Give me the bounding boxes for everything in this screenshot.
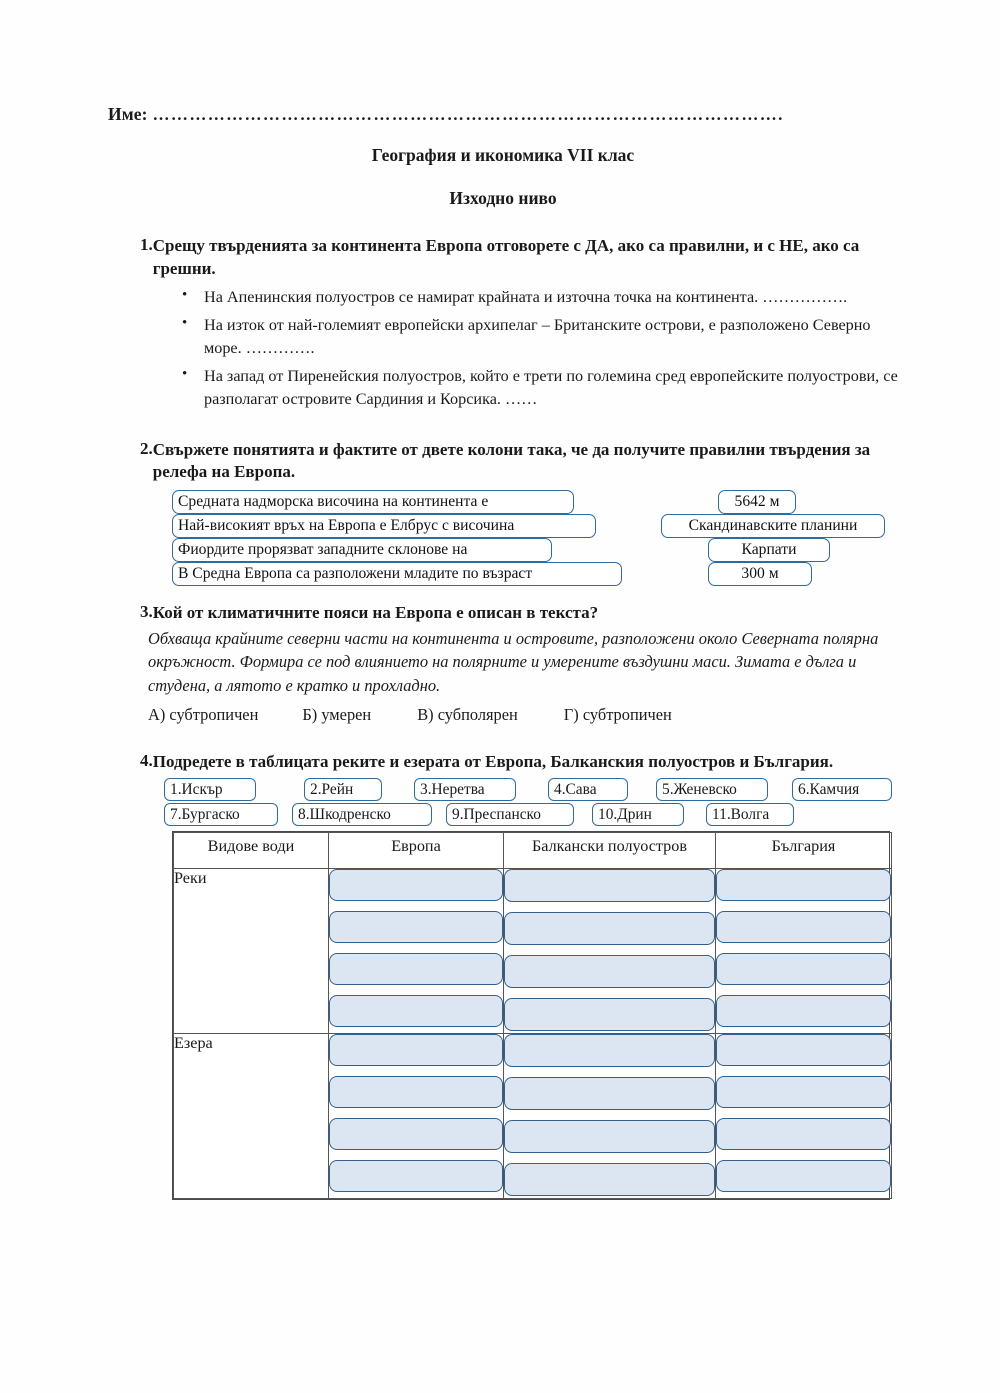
answer-box[interactable]	[329, 869, 503, 901]
name-field-line	[108, 104, 898, 125]
question-3-heading	[108, 602, 898, 625]
answer-box[interactable]	[504, 955, 715, 988]
table-row	[174, 869, 892, 1034]
answer-box[interactable]	[716, 953, 891, 985]
question-2-prompt: Свържете понятията и фактите от двете колони така, че да получите правилни твърдения за релефа на Европа.	[152, 439, 871, 482]
question-4-prompt: Подредете в таблицата реките и езерата от Европа, Балканския полуостров и България.	[152, 751, 834, 771]
lakes-europe-answers	[329, 1034, 504, 1199]
answer-box[interactable]	[329, 911, 503, 943]
answer-box[interactable]	[329, 1118, 503, 1150]
column-header-type: Видове води	[174, 833, 329, 869]
question-1-prompt: Срещу твърденията за континента Европа отговорете с ДА, ако са правилни, и с НЕ, ако са грешни.	[152, 236, 860, 278]
water-types-table-wrapper	[172, 831, 890, 1200]
item-chip-7[interactable]: 7.Бургаско	[164, 803, 278, 826]
document-title: География и икономика VII клас	[371, 145, 635, 165]
option-a[interactable]: А) субтропичен	[148, 704, 259, 724]
answer-box[interactable]	[716, 995, 891, 1027]
item-chip-3[interactable]: 3.Неретва	[414, 778, 516, 801]
row-label-lakes: Езера	[174, 1034, 329, 1199]
question-2-number: 2.	[140, 438, 153, 458]
answer-box[interactable]	[716, 869, 891, 901]
match-left-chip-1[interactable]: Средната надморска височина на континента е	[172, 490, 574, 514]
table-header-row	[174, 833, 892, 869]
rivers-bulgaria-answers	[716, 869, 892, 1034]
document-subtitle: Изходно ниво	[449, 188, 557, 208]
question-3-body	[108, 627, 898, 725]
question-4-number: 4.	[140, 750, 153, 770]
rivers-balkans-answers	[504, 869, 716, 1034]
match-right-chip-1[interactable]: 5642 м	[718, 490, 796, 514]
question-2	[108, 439, 898, 587]
question-3-options	[148, 705, 898, 725]
option-b[interactable]: Б) умерен	[302, 704, 372, 724]
question-1	[108, 235, 898, 411]
answer-box[interactable]	[504, 1077, 715, 1110]
question-1-number: 1.	[140, 235, 153, 254]
question-2-matching-area	[108, 490, 898, 586]
column-header-balkans: Балкански полуостров	[504, 833, 716, 869]
column-header-europe: Европа	[329, 833, 504, 869]
water-types-table	[173, 832, 892, 1199]
item-chip-10[interactable]: 10.Дрин	[592, 803, 684, 826]
match-right-chip-3[interactable]: Карпати	[708, 538, 830, 562]
name-label: Име:	[108, 104, 148, 124]
answer-box[interactable]	[716, 911, 891, 943]
option-v[interactable]: В) субполярен	[417, 704, 518, 724]
item-chip-2[interactable]: 2.Рейн	[304, 778, 382, 801]
answer-box[interactable]	[504, 869, 715, 902]
item-chip-5[interactable]: 5.Женевско	[656, 778, 768, 801]
answer-box[interactable]	[329, 1076, 503, 1108]
question-4-heading	[108, 751, 898, 774]
lakes-bulgaria-answers	[716, 1034, 892, 1199]
answer-box[interactable]	[329, 1034, 503, 1066]
item-chip-4[interactable]: 4.Сава	[548, 778, 628, 801]
question-2-heading	[108, 439, 898, 485]
match-right-chip-2[interactable]: Скандинавските планини	[661, 514, 885, 538]
column-header-bulgaria: България	[716, 833, 892, 869]
list-item[interactable]: • На запад от Пиренейския полуостров, който е трети по големина сред европейските полуострови, се разполагат островите Сардиния и Корсика. ……	[108, 365, 898, 411]
table-row	[174, 1034, 892, 1199]
answer-box[interactable]	[329, 1160, 503, 1192]
answer-box[interactable]	[329, 953, 503, 985]
list-item[interactable]: • На Апенинския полуостров се намират крайната и източна точка на континента. …………….	[108, 286, 898, 309]
answer-box[interactable]	[504, 912, 715, 945]
match-left-chip-3[interactable]: Фиордите прорязват западните склонове на	[172, 538, 552, 562]
question-3-passage: Обхваща крайните северни части на континента и островите, разположени около Северната полярна окръжност. Формира се под влиянието на полярните и умерените въздушни маси. Зимата е дълга и студена, а лятото е кратко и прохладно.	[148, 628, 879, 696]
answer-box[interactable]	[716, 1076, 891, 1108]
match-left-chip-2[interactable]: Най-високият връх на Европа е Елбрус с височина	[172, 514, 596, 538]
answer-box[interactable]	[329, 995, 503, 1027]
item-chip-8[interactable]: 8.Шкодренско	[292, 803, 432, 826]
answer-box[interactable]	[716, 1118, 891, 1150]
rivers-europe-answers	[329, 869, 504, 1034]
match-left-chip-4[interactable]: В Средна Европа са разположени младите по възраст	[172, 562, 622, 586]
answer-box[interactable]	[504, 1034, 715, 1067]
question-4	[108, 751, 898, 1201]
question-1-statement-list	[108, 286, 898, 411]
item-chip-1[interactable]: 1.Искър	[164, 778, 256, 801]
answer-box[interactable]	[504, 998, 715, 1031]
list-item[interactable]: • На изток от най-големият европейски архипелаг – Британските острови, е разположено Северно море. ………….	[108, 314, 898, 360]
answer-box[interactable]	[716, 1034, 891, 1066]
row-label-rivers: Реки	[174, 869, 329, 1034]
item-chip-9[interactable]: 9.Преспанско	[446, 803, 574, 826]
answer-box[interactable]	[504, 1163, 715, 1196]
name-dotted-blank[interactable]: ………………………………………………………………………………………….	[152, 105, 784, 124]
item-chip-6[interactable]: 6.Камчия	[792, 778, 892, 801]
match-right-chip-4[interactable]: 300 м	[708, 562, 812, 586]
lakes-balkans-answers	[504, 1034, 716, 1199]
document-content	[108, 104, 898, 1200]
question-3-prompt: Кой от климатичните пояси на Европа е описан в текста?	[152, 603, 599, 623]
answer-box[interactable]	[504, 1120, 715, 1153]
question-3	[108, 602, 898, 725]
item-chip-11[interactable]: 11.Волга	[706, 803, 794, 826]
question-3-number: 3.	[140, 602, 153, 622]
option-g[interactable]: Г) субтропичен	[563, 704, 672, 724]
question-4-item-bank	[108, 778, 898, 830]
question-1-heading	[108, 235, 898, 281]
answer-box[interactable]	[716, 1160, 891, 1192]
